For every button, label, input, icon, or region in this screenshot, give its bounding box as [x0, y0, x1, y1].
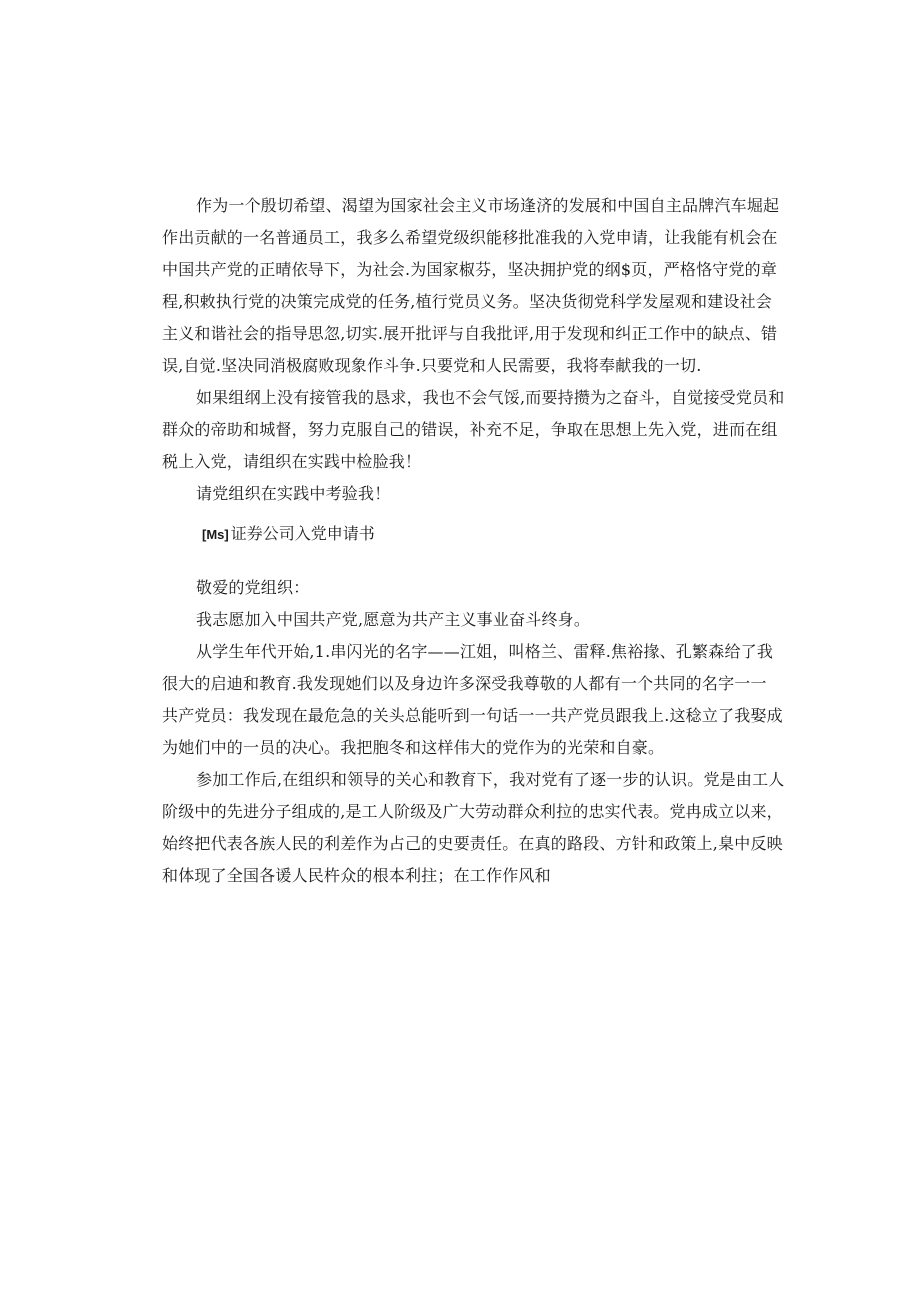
- paragraph: [162, 572, 762, 604]
- paragraph: [162, 190, 780, 382]
- text-line: 从学生年代开始,1.串闪光的名字——江姐，叫格兰、雷释.焦裕掾、孔繁森给了我: [196, 642, 774, 661]
- heading-title: 证券公司入党申请书: [230, 524, 375, 543]
- paragraph: [162, 478, 762, 510]
- paragraph: [162, 382, 785, 478]
- document-heading: [162, 518, 762, 550]
- section-gap: [162, 550, 762, 572]
- text-line: 作出贡献的一名普通员工，我多么希望党级织能移批准我的入党申请，让我能有机会在: [162, 228, 778, 247]
- text-line: 始终把代表各族人民的利差作为占己的史要责任。在真的路段、方针和政策上,臬中反映: [162, 834, 783, 853]
- paragraph: [162, 604, 762, 636]
- paragraph: [162, 636, 783, 764]
- text-line: 请党组织在实践中考验我！: [196, 484, 391, 503]
- text-line: 中国共产党的正晴依导下，为社会.为国家椒芬，坚决拥护党的纲$页，严格恪守党的章: [162, 260, 778, 279]
- text-line: 主义和谐社会的指导思忽,切实.展开批评与自我批评,用于发现和纠正工作中的缺点、错: [162, 324, 778, 343]
- text-line: 群众的帝助和城督，努力克服自己的错误，补充不足，争取在思想上先入党，进而在组: [162, 420, 778, 439]
- text-line: 作为一个殷切希望、渴望为国家社会主义市场逢济的发展和中国自主品牌汽车堀起: [196, 196, 780, 215]
- text-line: 税上入党，请组织在实践中检脸我！: [162, 452, 422, 471]
- text-line: 参加工作后,在组织和领导的关心和教育下，我对党有了逐一步的认识。党是由工人: [196, 770, 785, 789]
- text-line: 和体现了全国各谖人民杵众的根本利拄；在工作作风和: [162, 866, 551, 885]
- text-line: 为她们中的一员的决心。我把胞冬和这样伟大的党作为的光荣和自豪。: [162, 738, 665, 757]
- text-line: 程,积敕执行党的决策完成党的任务,植行党员义务。坚决货彻党科学发屋观和建设社会: [162, 292, 772, 311]
- text-line: 误,自觉.坚决同消极腐败现象作斗争.只要党和人民需要，我将奉献我的一切.: [162, 356, 702, 375]
- text-line: 很大的启迪和教育.我发现她们以及身边许多深受我尊敬的人都有一个共同的名字一一: [162, 674, 767, 693]
- heading-tag: [Ms]: [202, 527, 229, 542]
- application-body-part-2: [162, 572, 785, 892]
- text-line: 阶级中的先进分子组成的,是工人阶级及广大劳动群众利拉的忠实代表。党冉成立以来，: [162, 802, 783, 821]
- text-line: 共产党员：我发现在最危急的关头总能听到一句话一一共产党员跟我上.这稔立了我娶成: [162, 706, 783, 725]
- text-line: 如果组纲上没有接管我的恳求，我也不会气馁,而要持攒为之奋斗，自觉接受党员和: [196, 388, 785, 407]
- text-line: 我志愿加入中国共产党,愿意为共产主义事业奋斗终身。: [196, 610, 591, 629]
- document-page: [162, 190, 785, 892]
- application-body-part-1: [162, 190, 785, 510]
- text-line: 敬爱的党组织：: [196, 578, 310, 597]
- paragraph: [162, 764, 785, 892]
